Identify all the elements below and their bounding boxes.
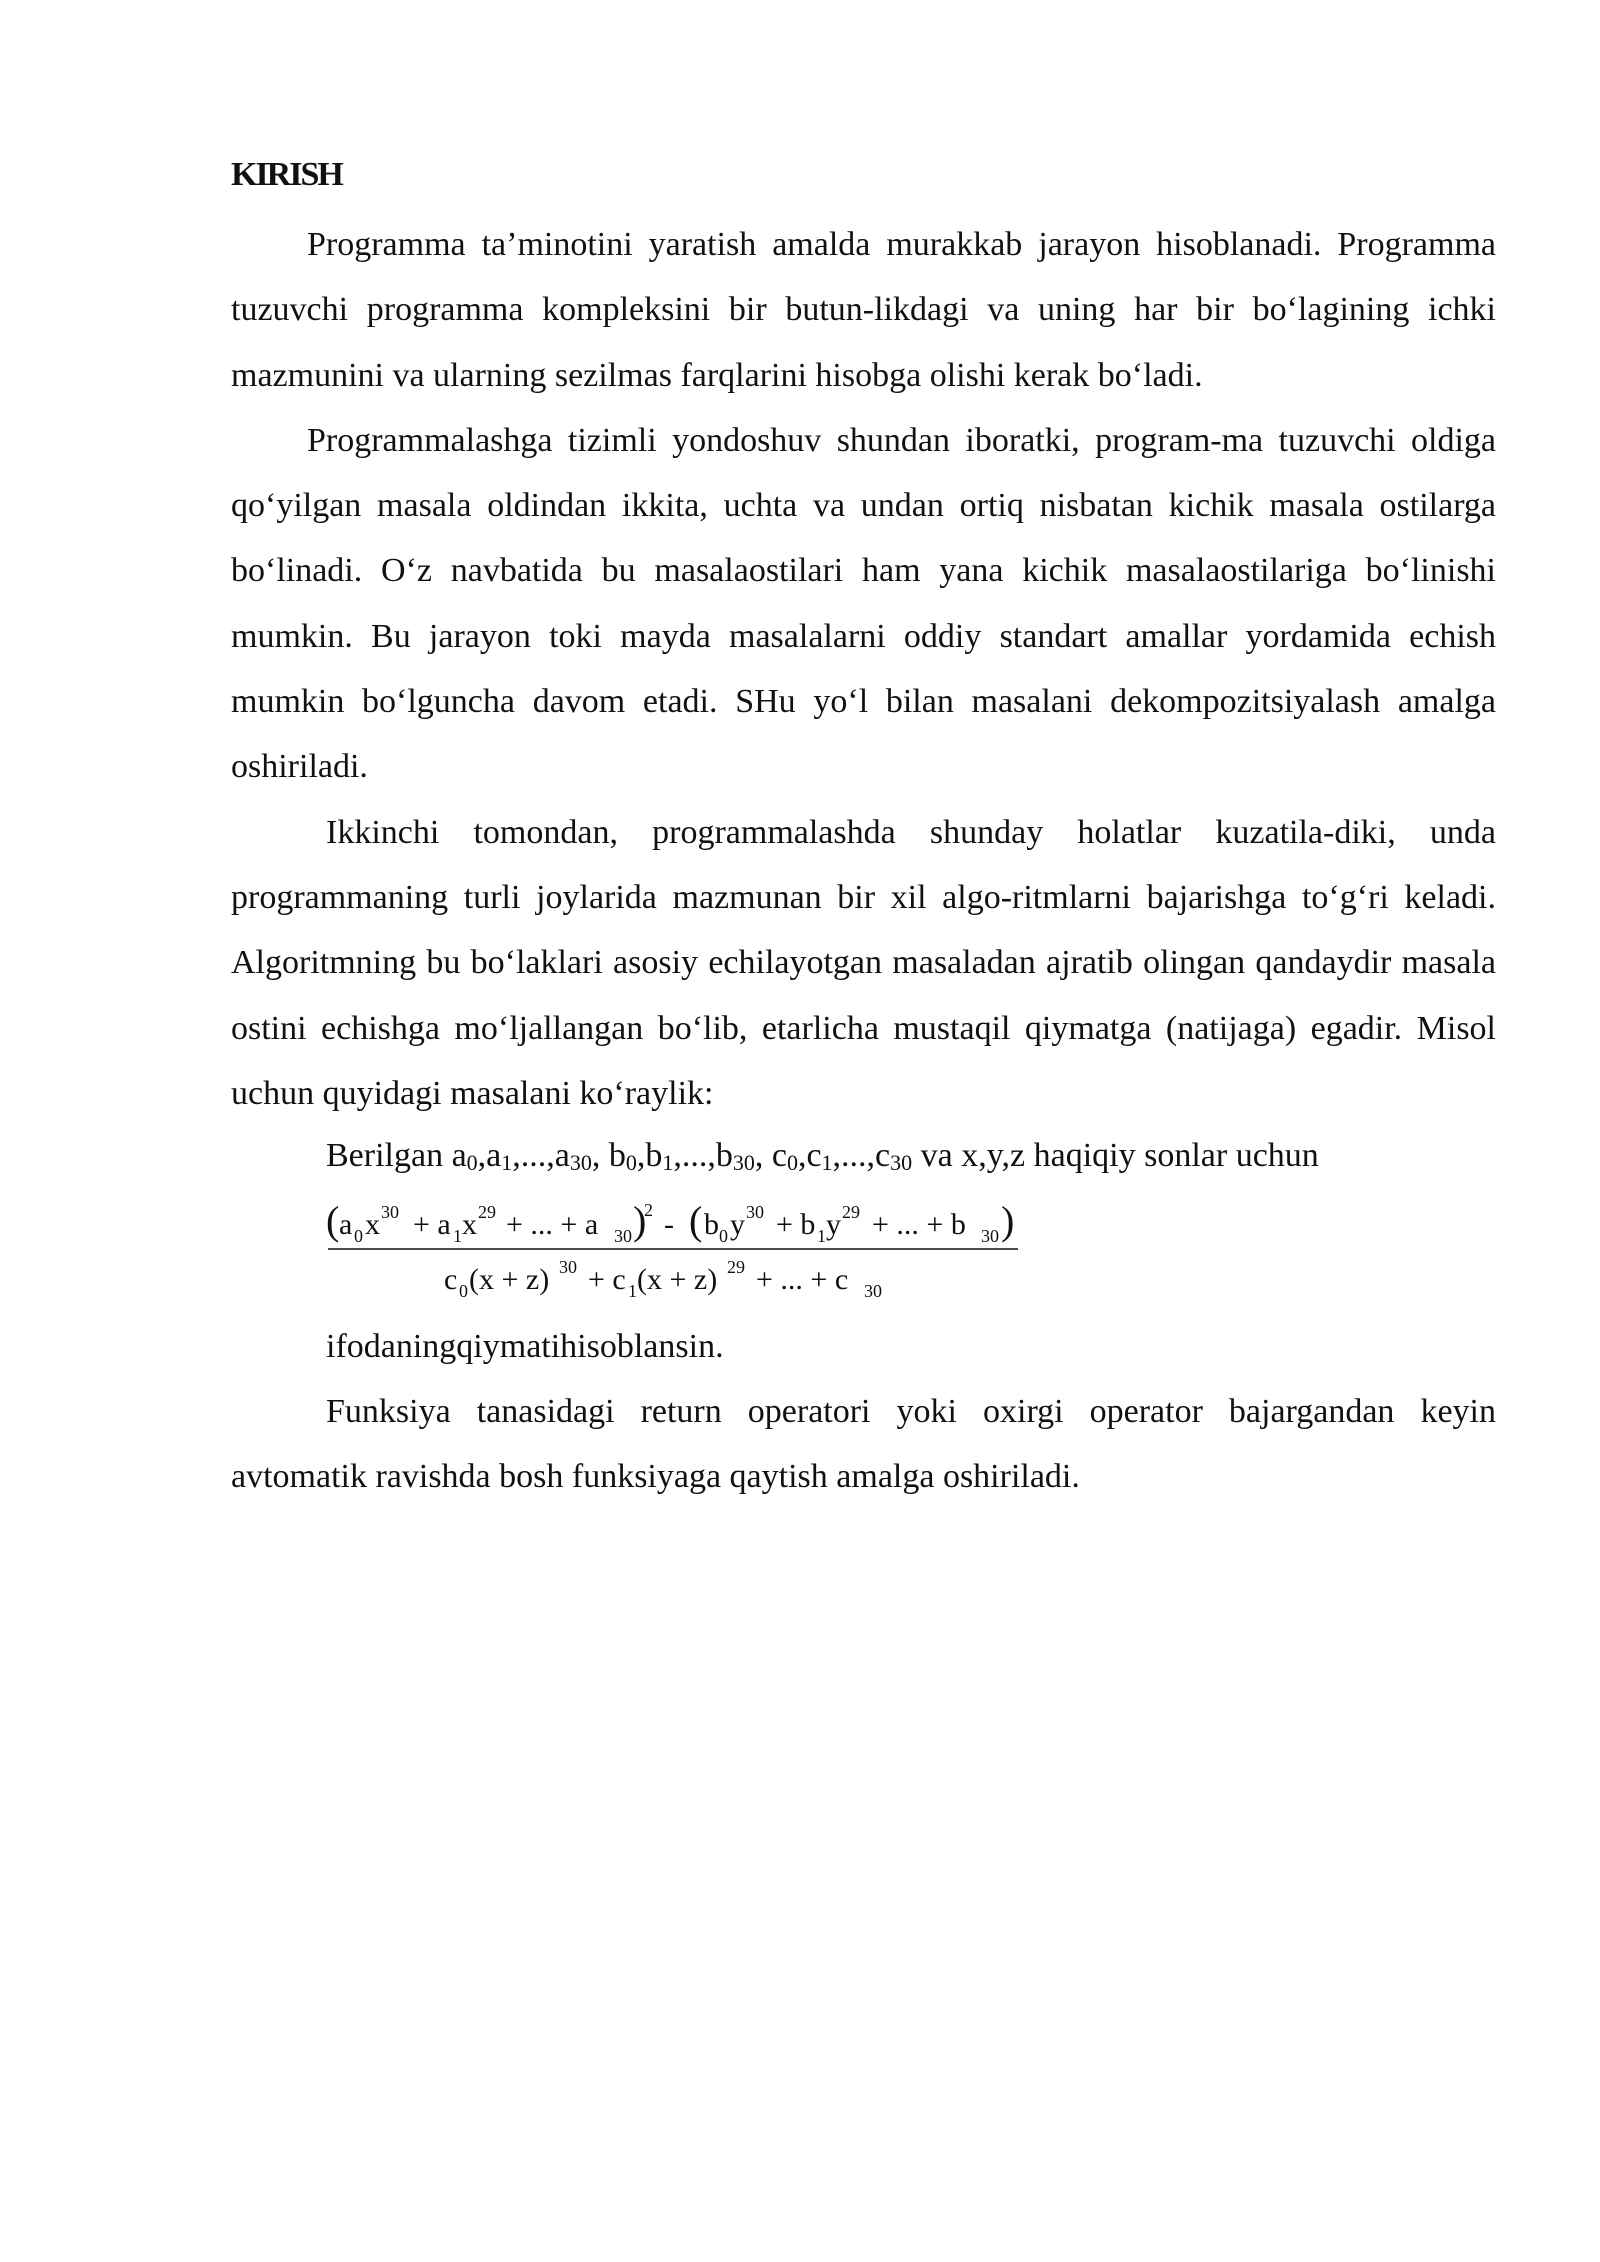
den-paren-2: (x + z)	[637, 1263, 718, 1297]
num-y-1-sup: 30	[746, 1202, 764, 1223]
coef-c0: , c	[754, 1137, 787, 1175]
formula-instruction: ifodaningqiymatihisoblansin.	[326, 1328, 724, 1366]
den-paren-1-sup: 30	[559, 1257, 577, 1278]
coef-a1: ,a	[477, 1137, 502, 1175]
num-dots-a30: + ... + a	[506, 1208, 599, 1242]
given-variables-line	[326, 1126, 1496, 1186]
num-minus: -	[664, 1208, 674, 1242]
coef-a30-sub: 30	[569, 1150, 592, 1176]
num-x-1: x	[365, 1208, 380, 1242]
document-body	[231, 150, 1496, 1510]
fraction-formula	[326, 1194, 1026, 1314]
paragraph-3: Ikkinchi tomondan, programmalashda shunday holatlar kuzatila-diki, unda programmaning turli joylarida mazmunan bir xil algo-ritmlarni bajarishga to‘g‘ri keladi. Algoritmning bu bo‘laklari asosiy echilayotgan masaladan ajratib olingan qandaydir masala ostini echishga mo‘ljallangan bo‘lib, etarlicha mustaqil qiymatga (natijaga) egadir. Misol uchun quyidagi masalani ko‘raylik:	[231, 813, 1496, 1112]
num-y-1: y	[730, 1208, 745, 1242]
den-dots-c30: + ... + c	[756, 1263, 849, 1297]
num-a0-sub: 0	[354, 1226, 363, 1247]
num-a30-sub: 30	[614, 1226, 632, 1247]
coef-c30-sub: 30	[890, 1150, 913, 1176]
den-c0: c	[444, 1263, 458, 1297]
num-a0: a	[339, 1208, 353, 1242]
coef-c1: ,c	[797, 1137, 822, 1175]
num-b0: b	[704, 1208, 719, 1242]
num-y-2-sup: 29	[842, 1202, 860, 1223]
num-a1-sub: 1	[453, 1226, 462, 1247]
num-rparen-2: )	[1001, 1198, 1015, 1244]
num-x-1-sup: 30	[381, 1202, 399, 1223]
num-x-2-sup: 29	[478, 1202, 496, 1223]
num-square-sup: 2	[644, 1200, 653, 1221]
coef-a0: a	[451, 1137, 467, 1175]
coef-c30: ,...,c	[832, 1137, 891, 1175]
coef-a0-sub: 0	[466, 1150, 478, 1176]
coef-b30-sub: 30	[732, 1150, 755, 1176]
num-lparen-2: (	[689, 1198, 703, 1244]
num-b0-sub: 0	[719, 1226, 728, 1247]
coef-c1-sub: 1	[821, 1150, 833, 1176]
num-x-2: x	[462, 1208, 477, 1242]
paragraph-1: Programma ta’minotini yaratish amalda murakkab jarayon hisoblanadi. Programma tuzuvchi programma kompleksini bir butun-likdagi va uning har bir bo‘lagining ichki mazmunini va ularning sezilmas farqlarini hisobga olishi kerak bo‘ladi.	[231, 226, 1496, 394]
coef-a1-sub: 1	[501, 1150, 513, 1176]
num-rparen-1: )	[633, 1198, 647, 1244]
num-plus-a1: + a	[413, 1208, 451, 1242]
given-tail: va x,y,z haqiqiy sonlar uchun	[912, 1137, 1319, 1175]
coef-b0-sub: 0	[625, 1150, 637, 1176]
given-word: Berilgan	[326, 1137, 444, 1175]
num-lparen-1: (	[326, 1198, 340, 1244]
paragraph-4: Funksiya tanasidagi return operatori yoki oxirgi operator bajargandan keyin avtomatik ravishda bosh funksiyaga qaytish amalga oshiriladi.	[231, 1393, 1496, 1496]
coef-c0-sub: 0	[786, 1150, 798, 1176]
num-y-2: y	[826, 1208, 841, 1242]
num-dots-b30: + ... + b	[872, 1208, 966, 1242]
coef-b0: , b	[591, 1137, 626, 1175]
num-plus-b1: + b	[776, 1208, 816, 1242]
coef-b1: ,b	[636, 1137, 663, 1175]
num-b1-sub: 1	[817, 1226, 826, 1247]
den-paren-2-sup: 29	[727, 1257, 745, 1278]
den-plus-c1: + c	[588, 1263, 626, 1297]
paragraph-2: Programmalashga tizimli yondoshuv shundan iboratki, program-ma tuzuvchi oldiga qo‘yilgan masala oldindan ikkita, uchta va undan ortiq nisbatan kichik masala ostilarga bo‘linadi. O‘z navbatida bu masalaostilari ham yana kichik masalaostilariga bo‘linishi mumkin. Bu jarayon toki mayda masalalarni oddiy standart amallar yordamida echish mumkin bo‘lguncha davom etadi. SHu yo‘l bilan masalani dekompozitsiyalash amalga oshiriladi.	[231, 421, 1496, 786]
den-c30-sub: 30	[864, 1281, 882, 1302]
section-heading: KIRISH	[231, 156, 342, 193]
num-b30-sub: 30	[981, 1226, 999, 1247]
coef-b1-sub: 1	[662, 1150, 674, 1176]
coef-b30: ,...,b	[673, 1137, 733, 1175]
den-c1-sub: 1	[628, 1281, 637, 1302]
den-paren-1: (x + z)	[469, 1263, 550, 1297]
coef-a30: ,...,a	[512, 1137, 570, 1175]
den-c0-sub: 0	[459, 1281, 468, 1302]
